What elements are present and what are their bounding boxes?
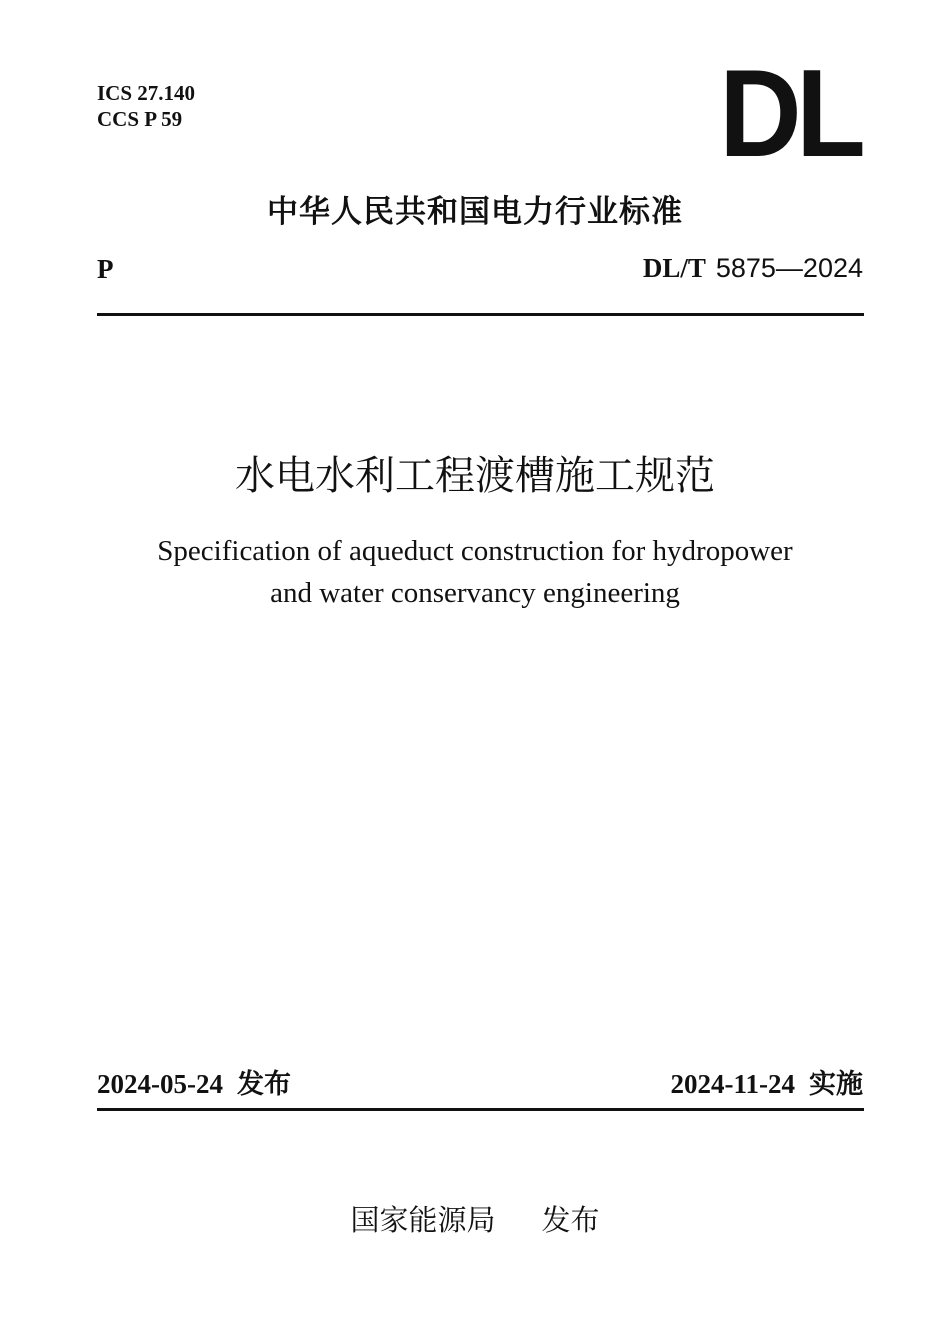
issuer-name: 国家能源局 (350, 1203, 496, 1237)
implementation-date-block (671, 1062, 864, 1101)
implementation-label: 实施 (809, 1069, 863, 1100)
ics-code: ICS 27.140 (97, 81, 196, 105)
standard-prefix: DL/T (642, 253, 706, 283)
title-chinese: 水电水利工程渡槽施工规范 (235, 453, 715, 499)
top-divider (97, 313, 864, 316)
issuer-action: 发布 (541, 1203, 600, 1237)
title-english-line-2: and water conservancy engineering (270, 577, 680, 609)
implementation-date: 2024-11-24 (670, 1069, 795, 1099)
standard-code (643, 253, 863, 284)
bottom-divider (97, 1108, 864, 1111)
title-english (0, 530, 950, 614)
classification-codes (97, 80, 195, 132)
category-letter: P (97, 254, 114, 284)
dl-logo: DL (718, 45, 860, 183)
title-english-line-1: Specification of aqueduct construction for hydropower (157, 535, 793, 567)
issue-date-block (97, 1062, 291, 1101)
standard-number: 5875—2024 (715, 253, 863, 283)
issue-label: 发布 (236, 1069, 291, 1100)
issuer-block (0, 1198, 950, 1239)
industry-standard-heading: 中华人民共和国电力行业标准 (267, 194, 683, 230)
issue-date: 2024-05-24 (97, 1069, 223, 1099)
ccs-code: CCS P 59 (97, 107, 183, 131)
